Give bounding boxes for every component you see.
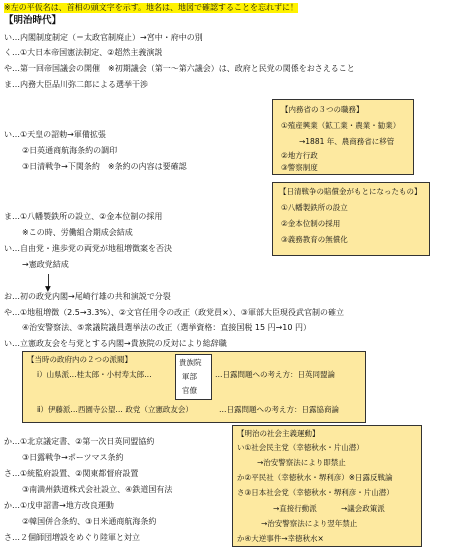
notice-text: ※左の平仮名は、首相の頭文字を示す。地名は、地図で確認することを忘れずに！	[4, 3, 299, 12]
shakai-item-7: →治安警察法により翌年禁止	[261, 519, 358, 528]
arrow-head: ▼	[45, 284, 51, 293]
seifu-group-box	[175, 354, 212, 400]
seifu-row2-left: ⅱ）伊藤派…西園寺公望… 政党（立憲政友会）	[37, 405, 193, 414]
naimu-item-3: ②地方行政	[281, 151, 318, 160]
seifu-row1-right: …日露問題への考え方：日英同盟論	[215, 370, 335, 379]
line-yamagata-1: や…第一回帝国議会の開催 ※初期議会（第一〜第六議会）は、政府と民党の関係をおさえること	[4, 64, 355, 73]
shakai-item-1: い①社会民主党（幸徳秋水・片山潜）	[237, 443, 364, 452]
shakai-item-5: →直接行動派	[273, 504, 317, 513]
naimu-item-1: ①殖産興業（鉱工業・農業・勧業）	[281, 121, 401, 130]
shakai-item-4: さ③日本社会党（幸徳秋水・堺利彦・片山潜）	[237, 488, 394, 497]
naimu-box	[272, 99, 414, 175]
baisho-item-2: ②金本位制の採用	[281, 219, 341, 228]
naimu-title: 【内務省の３つの職務】	[281, 105, 364, 114]
line-katsura-1b: ③日露戦争→ポーツマス条約	[22, 453, 124, 462]
line-matsukata-1: ま…内務大臣品川弥二郎による選挙干渉	[4, 80, 148, 89]
group-kanryo: 官僚	[182, 386, 197, 395]
baisho-item-1: ①八幡製鉄所の設立	[281, 203, 348, 212]
seifu-row2-right: …日露問題への考え方：日露協商論	[219, 405, 339, 414]
naimu-item-2: →1881 年、農商務省に移管	[299, 137, 395, 146]
naimu-item-4: ③警察制度	[281, 163, 318, 172]
baisho-item-3: ③義務教育の無償化	[281, 235, 348, 244]
line-ito-2: い…①天皇の詔勅→軍備拡張	[4, 130, 106, 139]
seifu-box	[22, 351, 366, 423]
line-kuroda: く…①大日本帝国憲法制定、②超然主義演説	[4, 48, 163, 57]
seifu-row1-left: ⅰ）山県派…桂太郎・小村寿太郎…	[37, 370, 152, 379]
line-ito-2b: ②日英通商航海条約の調印	[22, 146, 118, 155]
shakai-box	[232, 425, 422, 547]
line-saionji-2: さ…２個師団増設をめぐり陸軍と対立	[4, 533, 140, 542]
line-katsura-2b: ②韓国併合条約、③日米通商航海条約	[22, 517, 157, 526]
shakai-item-8: か④大逆事件→幸徳秋水×	[237, 534, 324, 543]
shakai-item-6: →議会政策派	[341, 504, 385, 513]
line-ito-1: い…内閣制度制定（＝太政官制廃止）→宮中・府中の別	[4, 33, 203, 42]
line-katsura-2: か…①戊申詔書→地方改良運動	[4, 501, 114, 510]
line-saionji-1: さ…①統監府設置、②関東都督府設置	[4, 469, 139, 478]
line-saionji-1b: ③南満州鉄道株式会社設立、④鉄道国有法	[22, 485, 173, 494]
baisho-title: 【日清戦争の賠償金がもとになったもの】	[279, 187, 422, 196]
line-yamagata-2: や…①地租増徴（2.5→3.3%）、②文官任用令の改正（政党員×）、③軍部大臣現役武官制の確立	[4, 308, 344, 317]
shakai-title: 【明治の社会主義運動】	[237, 429, 320, 438]
shakai-item-3: か②平民社（幸徳秋水・堺利彦）※日露反戦論	[237, 473, 393, 482]
line-yamagata-2b: ④治安警察法、⑤衆議院議員選挙法の改正（選挙資格：直接国税 15 円→10 円）	[22, 323, 312, 332]
shakai-item-2: →治安警察法により即禁止	[257, 458, 346, 467]
line-ito-2c: ③日清戦争→下関条約 ※条約の内容は要確認	[22, 162, 187, 171]
seifu-title: 【当時の政府内の２つの派閥】	[27, 355, 132, 364]
line-okuma: お…初の政党内閣→尾崎行雄の共和演説で分裂	[4, 292, 171, 301]
line-katsura-1: か…①北京議定書、②第一次日英同盟協約	[4, 437, 155, 446]
section-title: 【明治時代】	[4, 15, 62, 26]
line-matsukata-2b: ※この時、労働組合期成会結成	[22, 228, 133, 237]
group-kizokuin: 貴族院	[179, 358, 202, 367]
line-matsukata-2: ま…①八幡製鉄所の設立、②金本位制の採用	[4, 212, 163, 221]
baisho-box	[272, 182, 430, 256]
line-ito-3b: →憲政党結成	[22, 260, 69, 269]
line-ito-3: い…自由党・進歩党の両党が地租増徴案を否決	[4, 244, 172, 253]
group-gunbu: 軍部	[182, 372, 197, 381]
line-ito-4: い…立憲政友会を与党とする内閣→貴族院の反対により総辞職	[4, 339, 227, 348]
